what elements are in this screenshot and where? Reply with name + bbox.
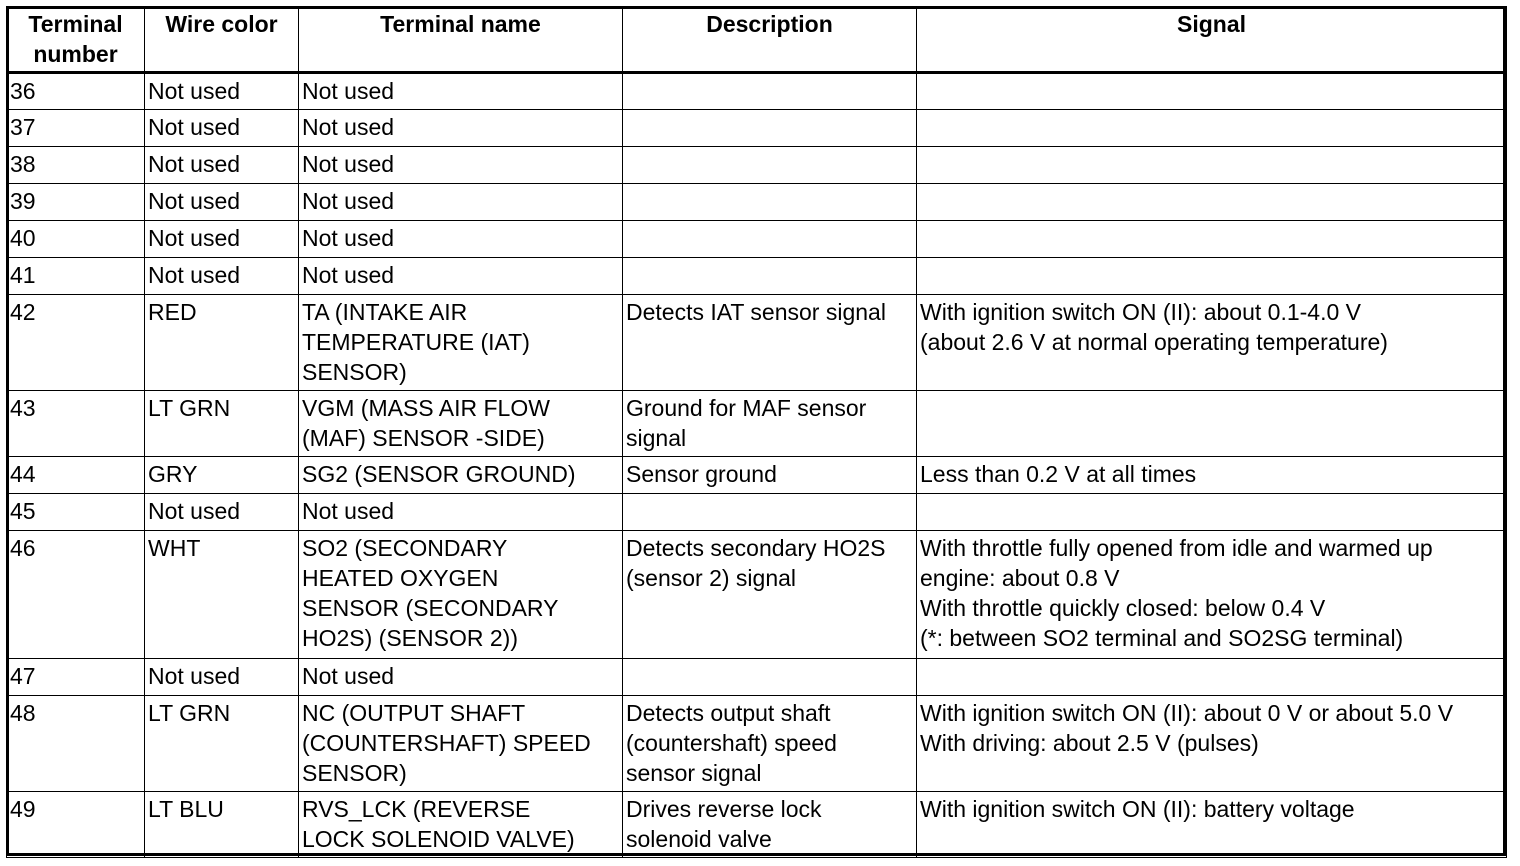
terminal-name-cell-text: Not used: [302, 151, 395, 177]
wire-color-cell-text: LT BLU: [148, 796, 224, 822]
header-description: Description: [623, 7, 917, 73]
wire-color-cell-text: Not used: [148, 498, 241, 524]
wire-color-cell-text: Not used: [148, 151, 241, 177]
terminal-number-cell-text: 37: [10, 114, 36, 140]
wire-color-cell-text: Not used: [148, 663, 241, 689]
description-cell-text: Drives reverse lock solenoid valve: [626, 796, 822, 852]
terminal-name-cell-text: SG2 (SENSOR GROUND): [302, 461, 576, 487]
terminal-number-cell-text: 49: [10, 796, 36, 822]
signal-cell-text: With ignition switch ON (II): about 0 V or about 5.0 V With driving: about 2.5 V (pulses): [920, 700, 1454, 756]
terminal-number-cell-text: 36: [10, 78, 36, 104]
terminal-number-cell-text: 45: [10, 498, 36, 524]
terminal-number-cell-text: 42: [10, 299, 36, 325]
terminal-number-cell-text: 47: [10, 663, 36, 689]
terminal-name-cell-text: VGM (MASS AIR FLOW (MAF) SENSOR -SIDE): [302, 395, 550, 451]
terminal-name-cell-text: Not used: [302, 498, 395, 524]
terminal-number-cell-text: 43: [10, 395, 36, 421]
description-cell-text: Detects IAT sensor signal: [626, 299, 886, 325]
wire-color-cell-text: Not used: [148, 262, 241, 288]
signal-cell-text: With throttle fully opened from idle and warmed up engine: about 0.8 V With throttle quickly closed: below 0.4 V (*: between SO2 terminal and SO2SG terminal): [920, 535, 1433, 651]
terminal-name-cell-text: NC (OUTPUT SHAFT (COUNTERSHAFT) SPEED SENSOR): [302, 700, 591, 786]
wire-color-cell-text: LT GRN: [148, 700, 231, 726]
terminal-number-cell-text: 40: [10, 225, 36, 251]
wire-color-cell-text: RED: [148, 299, 197, 325]
terminal-number-cell-text: 46: [10, 535, 36, 561]
terminal-name-cell-text: Not used: [302, 114, 395, 140]
terminal-name-cell-text: Not used: [302, 225, 395, 251]
terminal-name-cell-text: SO2 (SECONDARY HEATED OXYGEN SENSOR (SECONDARY HO2S) (SENSOR 2)): [302, 535, 559, 651]
terminal-name-cell-text: Not used: [302, 663, 395, 689]
wire-color-cell-text: Not used: [148, 188, 241, 214]
wire-color-cell-text: Not used: [148, 114, 241, 140]
wire-color-cell-text: WHT: [148, 535, 201, 561]
wire-color-cell-text: LT GRN: [148, 395, 231, 421]
wire-color-cell-text: Not used: [148, 78, 241, 104]
terminal-number-cell-text: 48: [10, 700, 36, 726]
header-wire-color: Wire color: [145, 7, 299, 73]
signal-cell-text: With ignition switch ON (II): battery voltage: [920, 796, 1355, 822]
signal-cell-text: Less than 0.2 V at all times: [920, 461, 1197, 487]
header-terminal-number: Terminal number: [7, 7, 145, 73]
description-cell-text: Detects output shaft (countershaft) speed sensor signal: [626, 700, 837, 786]
terminal-name-cell-text: TA (INTAKE AIR TEMPERATURE (IAT) SENSOR): [302, 299, 530, 385]
description-cell-text: Detects secondary HO2S (sensor 2) signal: [626, 535, 886, 591]
terminal-number-cell-text: 38: [10, 151, 36, 177]
terminal-number-cell-text: 44: [10, 461, 36, 487]
terminal-number-cell-text: 41: [10, 262, 36, 288]
wire-color-cell-text: Not used: [148, 225, 241, 251]
description-cell-text: Sensor ground: [626, 461, 777, 487]
terminal-name-cell-text: RVS_LCK (REVERSE LOCK SOLENOID VALVE): [302, 796, 575, 852]
terminal-name-cell-text: Not used: [302, 78, 395, 104]
terminal-name-cell-text: Not used: [302, 188, 395, 214]
table-frame: [6, 6, 1506, 856]
terminal-number-cell-text: 39: [10, 188, 36, 214]
signal-cell-text: With ignition switch ON (II): about 0.1-4.0 V (about 2.6 V at normal operating temperature): [920, 299, 1388, 355]
header-signal: Signal: [917, 7, 1507, 73]
terminal-name-cell-text: Not used: [302, 262, 395, 288]
description-cell-text: Ground for MAF sensor signal: [626, 395, 867, 451]
header-terminal-name: Terminal name: [299, 7, 623, 73]
wire-color-cell-text: GRY: [148, 461, 198, 487]
